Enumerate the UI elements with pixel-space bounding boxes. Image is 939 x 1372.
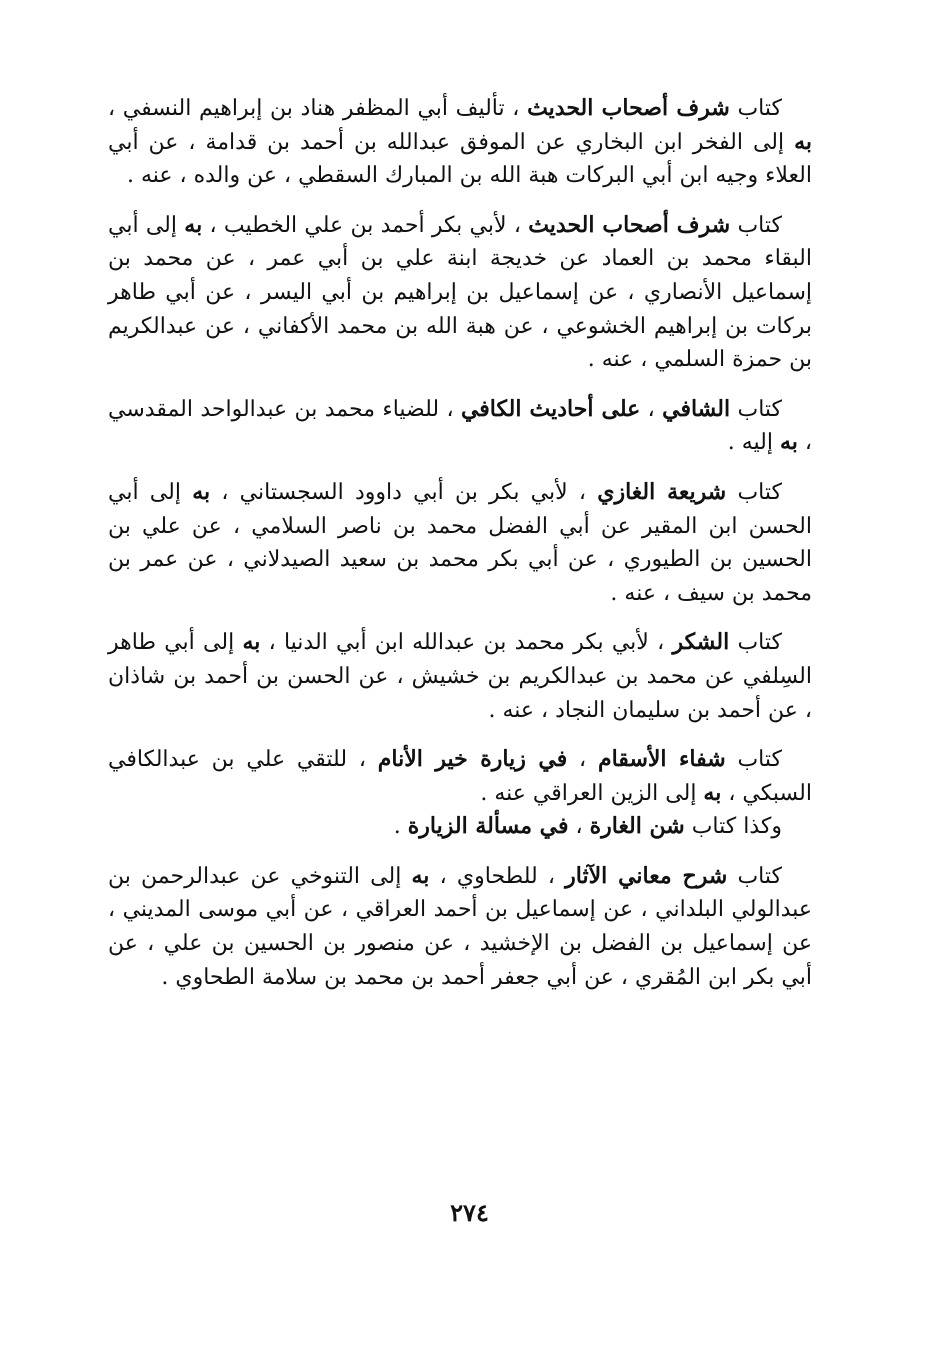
text-segment: إلى أبي الحسن ابن المقير عن أبي الفضل محمد بن ناصر السلامي ، عن علي بن الحسين بن الطيوري ، عن أبي بكر محمد بن سعيد الصيدلاني ، عن عمر بن محمد بن سيف ، عنه . — [108, 479, 812, 606]
chain-marker: به — [192, 478, 211, 505]
text-segment: ، للضياء محمد بن عبدالواحد المقدسي ، — [108, 396, 812, 456]
chain-marker: به — [779, 429, 798, 456]
text-segment: . — [393, 814, 408, 840]
text-segment: إليه . — [727, 430, 780, 456]
paragraph-2 — [108, 209, 812, 377]
text-segment: ، للتقي علي بن عبدالكافي السبكي ، — [108, 747, 812, 806]
book-title: شرح معاني الآثار — [565, 862, 728, 889]
text-segment: كتاب — [729, 96, 782, 121]
book-title: الشافي — [662, 395, 731, 422]
chain-marker: به — [794, 128, 812, 155]
book-subtitle: في مسألة الزيارة — [407, 813, 569, 840]
book-subtitle: في زيارة خير الأنام — [377, 746, 568, 773]
paragraph-4 — [108, 476, 812, 610]
text-segment: ، لأبي بكر أحمد بن علي الخطيب ، — [202, 212, 529, 238]
paragraph-8 — [108, 860, 812, 994]
book-title: شن الغارة — [589, 813, 685, 840]
text-segment: ، — [568, 814, 590, 840]
page-number: ٢٧٤ — [450, 1198, 489, 1227]
text-segment: ، تأليف أبي المظفر هناد بن إبراهيم النسفي ، — [108, 96, 528, 121]
text-segment: كتاب — [725, 747, 782, 773]
text-segment: إلى التنوخي عن عبدالرحمن بن عبدالولي البلداني ، عن إسماعيل بن أحمد العراقي ، عن أبي موسى المديني ، عن إسماعيل بن الفضل بن الإخشيد ، عن منصور بن الحسين بن علي ، عن أبي بكر ابن المُقري ، عن أبي جعفر أحمد بن محمد بن سلامة الطحاوي . — [108, 863, 812, 990]
page-body — [108, 92, 812, 994]
text-segment: كتاب — [729, 630, 782, 656]
book-subtitle: على أحاديث الكافي — [460, 395, 641, 422]
paragraph-6 — [108, 743, 812, 810]
text-segment: ، للطحاوي ، — [429, 863, 566, 889]
book-title: شريعة الغازي — [597, 478, 727, 505]
text-segment: إلى أبي البقاء محمد بن العماد عن خديجة ابنة علي بن أبي عمر ، عن محمد بن إسماعيل الأنصاري ، عن إسماعيل بن إبراهيم بن أبي اليسر ، عن أبي طاهر بركات بن إبراهيم الخشوعي ، عن هبة الله بن محمد الأكفاني ، عن عبدالكريم بن حمزة السلمي ، عنه . — [108, 212, 812, 373]
text-segment: ، لأبي بكر بن أبي داوود السجستاني ، — [210, 479, 598, 505]
paragraph-7 — [108, 810, 812, 844]
text-segment: إلى أبي طاهر السِلفي عن محمد بن عبدالكريم بن خشيش ، عن الحسن بن أحمد بن شاذان ، عن أحمد بن سليمان النجاد ، عنه . — [108, 630, 812, 723]
text-segment: كتاب — [730, 212, 782, 238]
text-segment: إلى الفخر ابن البخاري عن الموفق عبدالله بن أحمد بن قدامة ، عن أبي العلاء وجيه ابن أبي البركات هبة الله بن المبارك السقطي ، عن والده ، عنه . — [108, 129, 812, 189]
paragraph-3 — [108, 393, 812, 460]
paragraph-5 — [108, 626, 812, 727]
text-segment: وكذا كتاب — [684, 814, 782, 840]
book-title: الشكر — [672, 629, 730, 656]
text-segment: كتاب — [727, 863, 782, 889]
text-segment: كتاب — [730, 396, 783, 422]
chain-marker: به — [184, 211, 203, 238]
book-title: شفاء الأسقام — [597, 746, 726, 773]
book-title: شرف أصحاب الحديث — [527, 95, 730, 121]
book-title: شرف أصحاب الحديث — [528, 211, 731, 238]
chain-marker: به — [242, 629, 261, 656]
text-segment: ، — [567, 747, 598, 773]
chain-marker: به — [411, 862, 430, 889]
chain-marker: به — [703, 779, 722, 806]
text-segment: ، لأبي بكر محمد بن عبدالله ابن أبي الدنيا ، — [260, 630, 673, 656]
text-segment: إلى الزين العراقي عنه . — [480, 780, 704, 806]
paragraph-1 — [108, 92, 812, 193]
text-segment: كتاب — [726, 479, 782, 505]
text-segment: ، — [640, 396, 663, 422]
